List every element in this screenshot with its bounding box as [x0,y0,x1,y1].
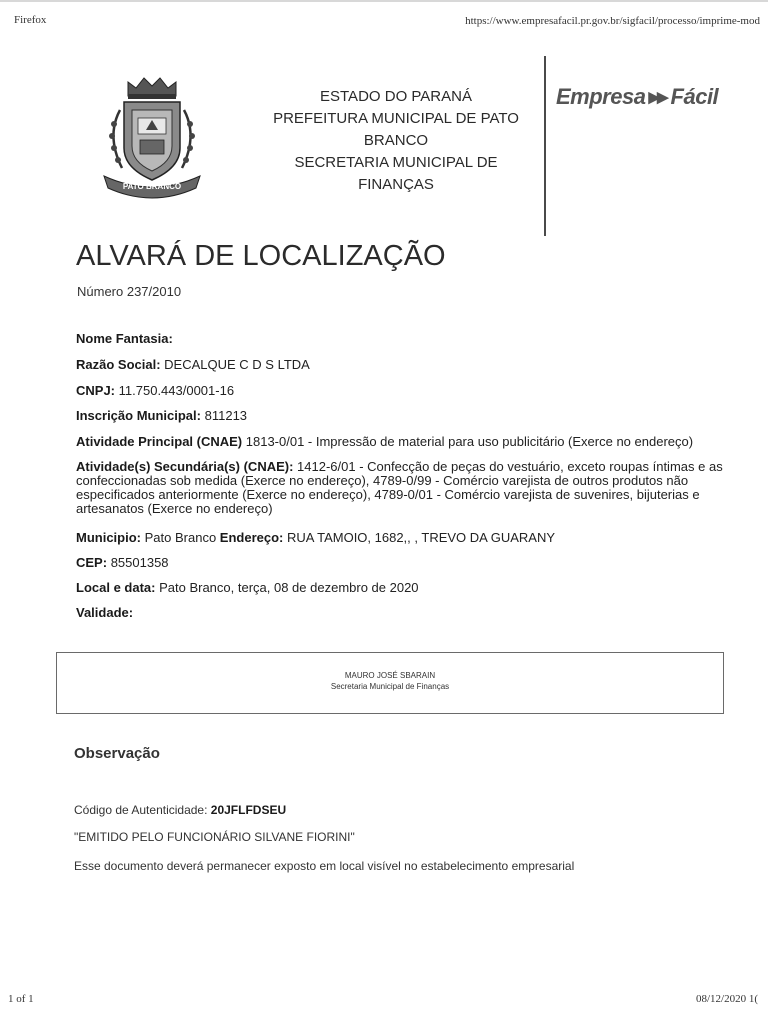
display-notice: Esse documento deverá permanecer exposto em local visível no estabelecimento empresarial [74,859,575,873]
brand-part1: Empresa [556,84,646,109]
signatory-name: MAURO JOSÉ SBARAIN [344,671,436,680]
empresa-facil-logo [556,84,718,110]
field-municipio-endereco: Municipio: Pato Branco Endereço: RUA TAMOIO, 1682,, , TREVO DA GUARANY [76,530,556,545]
top-rule [0,0,768,2]
field-local-data: Local e data: Pato Branco, terça, 08 de dezembro de 2020 [76,580,419,595]
print-browser-name: Firefox [14,14,47,26]
document-number: Número 237/2010 [77,284,182,299]
field-razao-social: Razão Social: DECALQUE C D S LTDA [76,357,310,372]
field-cnpj: CNPJ: 11.750.443/0001-16 [76,383,235,398]
field-cep: CEP: 85501358 [76,555,169,570]
header-divider [544,56,546,236]
header-line: SECRETARIA MUNICIPAL DE [294,154,498,171]
issuer-header [262,86,530,196]
observation-title: Observação [74,745,160,762]
header-line: PREFEITURA MUNICIPAL DE PATO [273,110,519,127]
field-inscricao-municipal: Inscrição Municipal: 811213 [76,408,248,423]
field-atividade-principal: Atividade Principal (CNAE) 1813-0/01 - Impressão de material para uso publicitário (Exerce no endereço) [76,434,694,449]
print-url: https://www.empresafacil.pr.gov.br/sigfacil/processo/imprime-mod [465,15,760,27]
header-line: ESTADO DO PARANÁ [320,88,472,105]
brand-arrows-icon: ▶▶ [648,89,666,106]
signatory-role: Secretaria Municipal de Finanças [330,682,450,691]
signature-box [56,652,724,714]
document-title: ALVARÁ DE LOCALIZAÇÃO [76,240,446,272]
header-line: BRANCO [363,132,429,149]
print-date: 08/12/2020 1( [695,993,758,1005]
header-line: FINANÇAS [358,176,434,193]
field-validade: Validade: [76,605,134,620]
field-atividades-secundarias: Atividade(s) Secundária(s) (CNAE): 1412-6/01 - Confecção de peças do vestuário, exceto roupas íntimas e as confeccionadas sob medida (Exerce no endereço), 4789-0/99 - Comércio varejista de outros produtos não especificados anteriormente (Exerce no endereço), 4789-0/01 - Comércio varejista de suvenires, bijuterias e artesanatos (Exerce no endereço) [76,459,723,516]
municipal-crest-icon [92,70,212,200]
crest-motto: PATO BRANCO [122,182,182,191]
emitted-by: "EMITIDO PELO FUNCIONÁRIO SILVANE FIORINI" [74,830,355,844]
print-page-count: 1 of 1 [8,993,34,1005]
authenticity-code: Código de Autenticidade: 20JFLFDSEU [74,803,287,817]
brand-part2: Fácil [670,84,719,109]
field-nome-fantasia: Nome Fantasia: [76,331,173,346]
